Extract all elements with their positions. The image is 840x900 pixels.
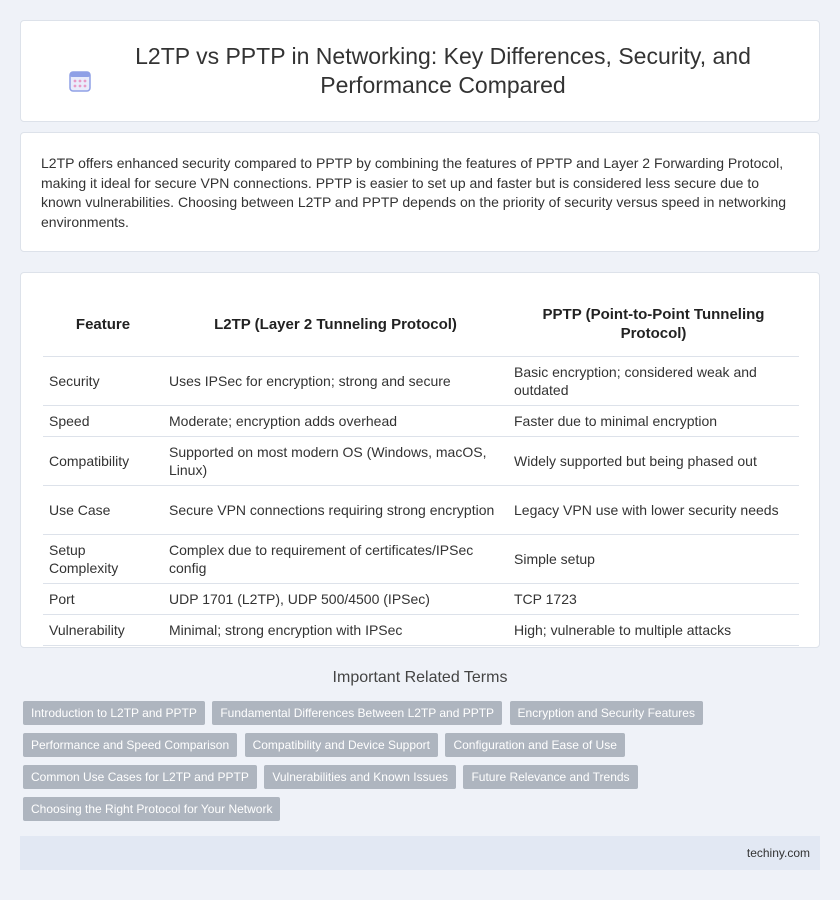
table-row bbox=[43, 356, 799, 405]
feature-cell: Security bbox=[43, 356, 163, 405]
l2tp-cell: Minimal; strong encryption with IPSec bbox=[163, 614, 508, 645]
related-term-tag[interactable]: Introduction to L2TP and PPTP bbox=[23, 701, 205, 725]
feature-cell: Setup Complexity bbox=[43, 534, 163, 583]
footer bbox=[20, 836, 820, 870]
feature-cell: Port bbox=[43, 583, 163, 614]
related-term-tag[interactable]: Encryption and Security Features bbox=[510, 701, 703, 725]
header-feature: Feature bbox=[43, 293, 163, 356]
l2tp-cell: Moderate; encryption adds overhead bbox=[163, 405, 508, 436]
related-term-tag[interactable]: Choosing the Right Protocol for Your Network bbox=[23, 797, 280, 821]
table-row bbox=[43, 614, 799, 645]
l2tp-cell: Secure VPN connections requiring strong encryption bbox=[163, 485, 508, 534]
related-terms-list bbox=[23, 701, 813, 829]
l2tp-cell: Uses IPSec for encryption; strong and secure bbox=[163, 356, 508, 405]
page-title: L2TP vs PPTP in Networking: Key Differences, Security, and Performance Compared bbox=[135, 43, 751, 98]
comparison-table-card bbox=[20, 272, 820, 648]
intro-card bbox=[20, 132, 820, 252]
feature-cell: Speed bbox=[43, 405, 163, 436]
title-card bbox=[20, 20, 820, 122]
intro-paragraph: L2TP offers enhanced security compared to PPTP by combining the features of PPTP and Layer 2 Forwarding Protocol, making it ideal for secure VPN connections. PPTP is easier to set up and faster but is considered less secure due to known vulnerabilities. Choosing between L2TP and PPTP depends on the priority of security versus speed in networking environments. bbox=[41, 155, 787, 230]
table-row bbox=[43, 583, 799, 614]
pptp-cell: TCP 1723 bbox=[508, 583, 799, 614]
related-term-tag[interactable]: Performance and Speed Comparison bbox=[23, 733, 237, 757]
footer-site-link[interactable]: techiny.com bbox=[746, 846, 810, 860]
related-term-tag[interactable]: Vulnerabilities and Known Issues bbox=[264, 765, 456, 789]
related-term-tag[interactable]: Common Use Cases for L2TP and PPTP bbox=[23, 765, 257, 789]
pptp-cell: High; vulnerable to multiple attacks bbox=[508, 614, 799, 645]
l2tp-cell: UDP 1701 (L2TP), UDP 500/4500 (IPSec) bbox=[163, 583, 508, 614]
related-term-tag[interactable]: Compatibility and Device Support bbox=[245, 733, 438, 757]
title-wrap bbox=[60, 42, 780, 100]
l2tp-cell: Complex due to requirement of certificates/IPSec config bbox=[163, 534, 508, 583]
table-header-row bbox=[43, 293, 799, 356]
related-term-tag[interactable]: Fundamental Differences Between L2TP and PPTP bbox=[212, 701, 502, 725]
table-row bbox=[43, 485, 799, 534]
pptp-cell: Widely supported but being phased out bbox=[508, 436, 799, 485]
header-l2tp: L2TP (Layer 2 Tunneling Protocol) bbox=[163, 293, 508, 356]
pptp-cell: Faster due to minimal encryption bbox=[508, 405, 799, 436]
pptp-cell: Simple setup bbox=[508, 534, 799, 583]
pptp-cell: Legacy VPN use with lower security needs bbox=[508, 485, 799, 534]
table-row bbox=[43, 405, 799, 436]
calendar-grid-icon bbox=[67, 68, 93, 94]
feature-cell: Use Case bbox=[43, 485, 163, 534]
header-pptp: PPTP (Point-to-Point Tunneling Protocol) bbox=[508, 293, 799, 356]
l2tp-cell: Supported on most modern OS (Windows, macOS, Linux) bbox=[163, 436, 508, 485]
pptp-cell: Basic encryption; considered weak and outdated bbox=[508, 356, 799, 405]
table-row bbox=[43, 436, 799, 485]
related-term-tag[interactable]: Future Relevance and Trends bbox=[463, 765, 637, 789]
feature-cell: Compatibility bbox=[43, 436, 163, 485]
related-terms-title: Important Related Terms bbox=[332, 669, 508, 686]
related-term-tag[interactable]: Configuration and Ease of Use bbox=[445, 733, 624, 757]
comparison-table bbox=[43, 293, 799, 646]
feature-cell: Vulnerability bbox=[43, 614, 163, 645]
table-row bbox=[43, 534, 799, 583]
